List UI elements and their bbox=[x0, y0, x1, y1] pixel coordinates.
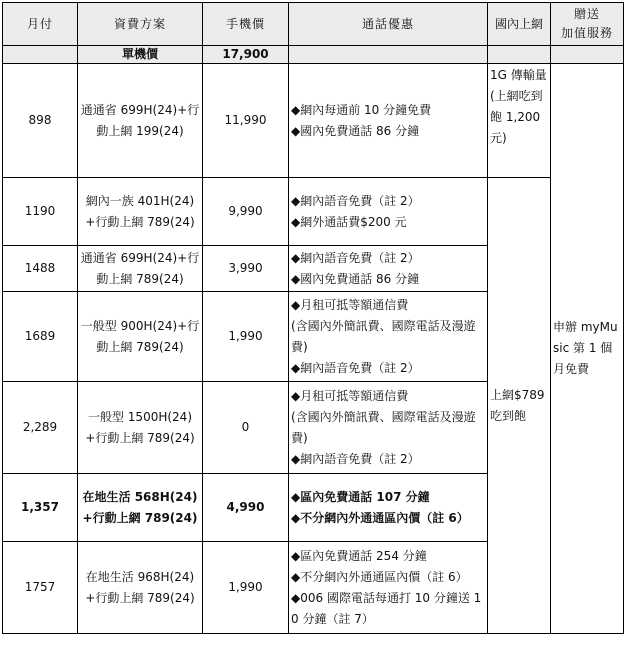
subheader-label: 單機價 bbox=[78, 46, 203, 64]
header-benefits: 通話優惠 bbox=[289, 3, 488, 46]
price-cell: 11,990 bbox=[203, 64, 289, 178]
benefit-line: ◆國內免費通話 86 分鐘 bbox=[291, 123, 420, 138]
header-plan: 資費方案 bbox=[78, 3, 203, 46]
benefit-line: ◆區內免費通話 107 分鐘 bbox=[291, 489, 430, 504]
benefits-cell bbox=[289, 292, 488, 382]
benefit-line: (含國內外簡訊費、國際電話及漫遊費) bbox=[291, 409, 476, 445]
subheader-row bbox=[3, 46, 624, 64]
plan-cell: 在地生活 568H(24)+行動上網 789(24) bbox=[78, 474, 203, 542]
monthly-cell: 1689 bbox=[3, 292, 78, 382]
price-cell: 9,990 bbox=[203, 178, 289, 246]
monthly-cell: 1488 bbox=[3, 246, 78, 292]
price-cell: 1,990 bbox=[203, 542, 289, 634]
benefit-line: ◆月租可抵等額通信費 bbox=[291, 297, 409, 312]
benefit-line: ◆月租可抵等額通信費 bbox=[291, 388, 409, 403]
header-gift-line2: 加值服務 bbox=[560, 26, 613, 40]
monthly-cell: 2,289 bbox=[3, 382, 78, 474]
data-cell-row1: 1G 傳輸量(上網吃到飽 1,200 元) bbox=[488, 64, 551, 178]
benefits-cell bbox=[289, 474, 488, 542]
header-monthly: 月付 bbox=[3, 3, 78, 46]
plan-cell: 一般型 900H(24)+行動上網 789(24) bbox=[78, 292, 203, 382]
data-cell-rest: 上網$789 吃到飽 bbox=[488, 178, 551, 634]
benefits-cell bbox=[289, 382, 488, 474]
monthly-cell: 1757 bbox=[3, 542, 78, 634]
table-row bbox=[3, 64, 624, 178]
benefit-line: ◆網外通話費$200 元 bbox=[291, 214, 407, 229]
benefits-cell bbox=[289, 178, 488, 246]
benefit-line: (含國內外簡訊費、國際電話及漫遊費) bbox=[291, 318, 476, 354]
plan-cell: 通通省 699H(24)+行動上網 199(24) bbox=[78, 64, 203, 178]
subheader-empty bbox=[488, 46, 551, 64]
benefit-line: ◆不分網內外通通區內價（註 6） bbox=[291, 569, 468, 584]
benefit-line: ◆網內每通前 10 分鐘免費 bbox=[291, 102, 432, 117]
subheader-empty bbox=[289, 46, 488, 64]
monthly-cell: 1190 bbox=[3, 178, 78, 246]
price-cell: 1,990 bbox=[203, 292, 289, 382]
table-row bbox=[3, 178, 624, 246]
benefits-cell bbox=[289, 542, 488, 634]
benefits-cell bbox=[289, 64, 488, 178]
benefit-line: ◆網內語音免費（註 2） bbox=[291, 451, 420, 466]
plan-cell: 在地生活 968H(24)+行動上網 789(24) bbox=[78, 542, 203, 634]
plan-cell: 通通省 699H(24)+行動上網 789(24) bbox=[78, 246, 203, 292]
price-cell: 4,990 bbox=[203, 474, 289, 542]
benefit-line: ◆區內免費通話 254 分鐘 bbox=[291, 548, 427, 563]
plan-cell: 一般型 1500H(24)+行動上網 789(24) bbox=[78, 382, 203, 474]
plan-cell: 網內一族 401H(24)+行動上網 789(24) bbox=[78, 178, 203, 246]
header-gift-line1: 贈送 bbox=[573, 7, 600, 21]
header-row bbox=[3, 3, 624, 46]
benefit-line: ◆網內語音免費（註 2） bbox=[291, 193, 420, 208]
subheader-price: 17,900 bbox=[203, 46, 289, 64]
benefit-line: ◆網內語音免費（註 2） bbox=[291, 250, 420, 265]
monthly-cell: 1,357 bbox=[3, 474, 78, 542]
benefit-line: ◆不分網內外通通區內價（註 6） bbox=[291, 510, 469, 525]
price-cell: 0 bbox=[203, 382, 289, 474]
header-gift bbox=[551, 3, 624, 46]
benefit-line: ◆國內免費通話 86 分鐘 bbox=[291, 271, 420, 286]
subheader-empty bbox=[3, 46, 78, 64]
benefit-line: ◆網內語音免費（註 2） bbox=[291, 360, 420, 375]
benefits-cell bbox=[289, 246, 488, 292]
subheader-empty bbox=[551, 46, 624, 64]
monthly-cell: 898 bbox=[3, 64, 78, 178]
price-cell: 3,990 bbox=[203, 246, 289, 292]
gift-cell: 申辦 myMusic 第 1 個月免費 bbox=[551, 64, 624, 634]
header-data: 國內上網 bbox=[488, 3, 551, 46]
benefit-line: ◆006 國際電話每通打 10 分鐘送 10 分鐘（註 7） bbox=[291, 590, 482, 626]
header-price: 手機價 bbox=[203, 3, 289, 46]
plan-table bbox=[2, 2, 624, 634]
